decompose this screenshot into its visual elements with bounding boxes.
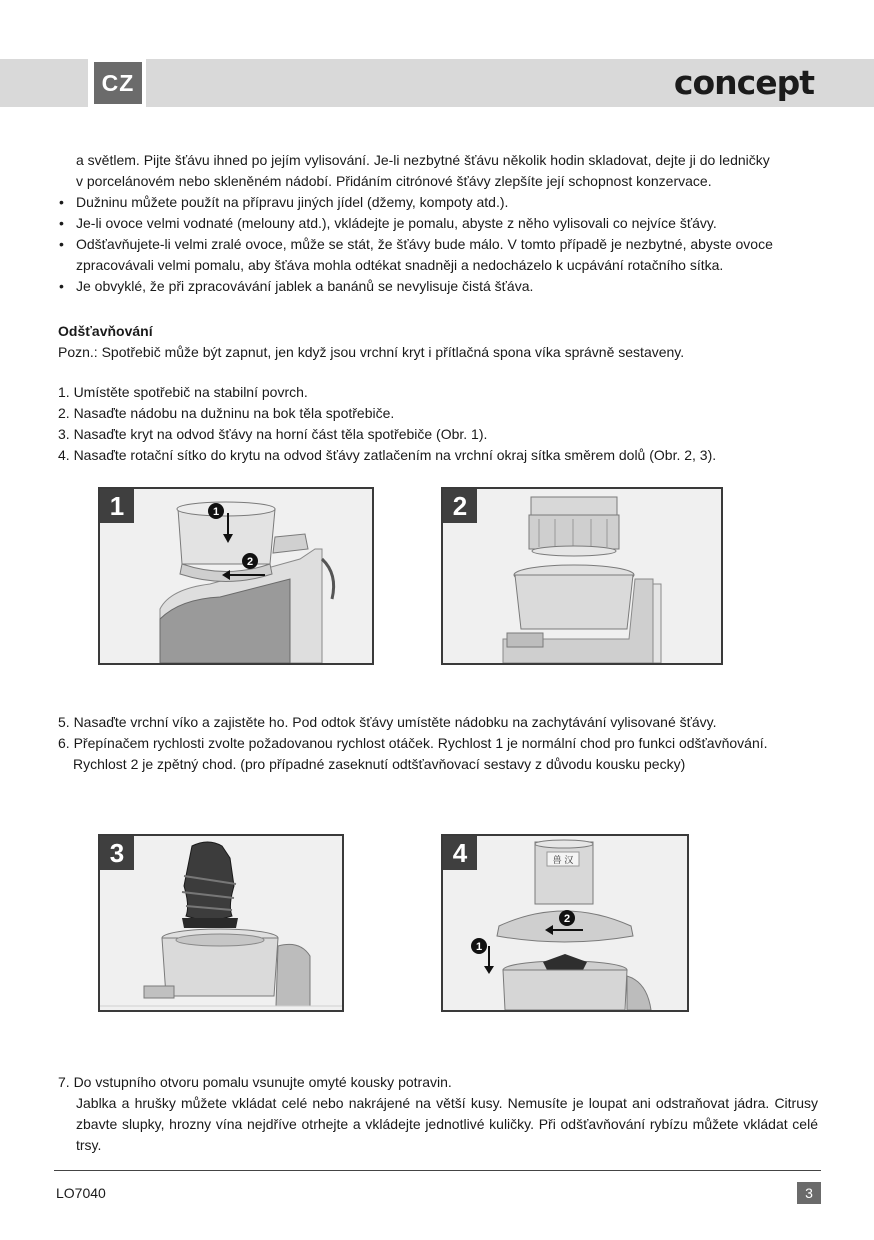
steps-list-b [58, 712, 818, 775]
steps-list-a [58, 382, 818, 466]
footer-divider [54, 1170, 821, 1171]
figure-callout: 2 [563, 913, 571, 925]
list-item: • Odšťavňujete-li velmi zralé ovoce, může se stát, že šťávy bude málo. V tomto případě je nezbytné, abyste ovoce zpracovávali velmi pomalu, aby šťáva mohla odtékat snadněji a nedocházelo k ucpávání rotačního sítka. [58, 234, 818, 276]
tips-list [58, 192, 818, 297]
top-text-block [58, 150, 818, 297]
section-heading: Odšťavňování [58, 323, 153, 339]
step-item: 3. Nasaďte kryt na odvod šťávy na horní část těla spotřebiče (Obr. 1). [58, 426, 488, 442]
figure-number: 3 [100, 836, 134, 870]
step-item: 4. Nasaďte rotační sítko do krytu na odvod šťávy zatlačením na vrchní okraj sítka směrem dolů (Obr. 2, 3). [58, 447, 717, 463]
figure-callout: 1 [475, 941, 483, 953]
step-item: 5. Nasaďte vrchní víko a zajistěte ho. Pod odtok šťávy umístěte nádobku na zachytávání vylisované šťávy. [58, 714, 717, 730]
page-number: 3 [797, 1182, 821, 1204]
model-number: LO7040 [56, 1185, 106, 1201]
figure-callout: 2 [246, 556, 254, 568]
section-block [58, 321, 818, 363]
step-item: 7. Do vstupního otvoru pomalu vsunujte omyté kousky potravin. [58, 1074, 452, 1090]
list-item: • Dužninu můžete použít na přípravu jiných jídel (džemy, kompoty atd.). [58, 192, 818, 213]
figure-2 [441, 487, 723, 665]
continued-line: v porcelánovém nebo skleněném nádobí. Přidáním citrónové šťávy zlepšíte její schopnost konzervace. [76, 173, 712, 189]
continued-line: a světlem. Pijte šťávu ihned po jejím vylisování. Je-li nezbytné šťávu několik hodin skladovat, dejte ji do ledničky [76, 152, 770, 168]
figure-1-illustration [100, 489, 372, 663]
figure-callout: 1 [212, 506, 220, 518]
section-note: Pozn.: Spotřebič může být zapnut, jen když jsou vrchní kryt i přítlačná spona víka správně sestaveny. [58, 344, 685, 360]
step-item: 1. Umístěte spotřebič na stabilní povrch. [58, 384, 308, 400]
figure-4-illustration [443, 836, 687, 1010]
figure-3-illustration [100, 836, 342, 1010]
figure-2-illustration [443, 489, 721, 663]
step-item: 6. Přepínačem rychlosti zvolte požadovanou rychlost otáček. Rychlost 1 je normální chod pro funkci odšťavňování. [58, 735, 768, 751]
lid-label: 兽 汉 [552, 856, 574, 866]
step-item-continued: Rychlost 2 je zpětný chod. (pro případné zaseknutí odtšťavňovací sestavy z důvodu kousku pecky) [73, 756, 686, 772]
figure-number: 4 [443, 836, 477, 870]
figure-number: 1 [100, 489, 134, 523]
figure-3 [98, 834, 344, 1012]
figure-4 [441, 834, 689, 1012]
list-item: • Je obvyklé, že při zpracovávání jablek a banánů se nevylisuje čistá šťáva. [58, 276, 818, 297]
language-badge: CZ [94, 62, 142, 104]
step-7-block [58, 1072, 818, 1156]
figure-1 [98, 487, 374, 665]
figure-number: 2 [443, 489, 477, 523]
list-item: • Je-li ovoce velmi vodnaté (melouny atd.), vkládejte je pomalu, abyste z něho vylisovali co nejvíce šťávy. [58, 213, 818, 234]
step-item-continued: Jablka a hrušky můžete vkládat celé nebo nakrájené na větší kusy. Nemusíte je loupat ani odstraňovat jádra. Citrusy zbavte slupky, hrozny vína nejdříve otrhejte a vkládejte jednotlivé kuličky. Při odšťavňování rybízu můžete vkládat celé trsy. [76, 1095, 818, 1153]
brand-logo: concept [673, 63, 814, 102]
step-item: 2. Nasaďte nádobu na dužninu na bok těla spotřebiče. [58, 405, 395, 421]
